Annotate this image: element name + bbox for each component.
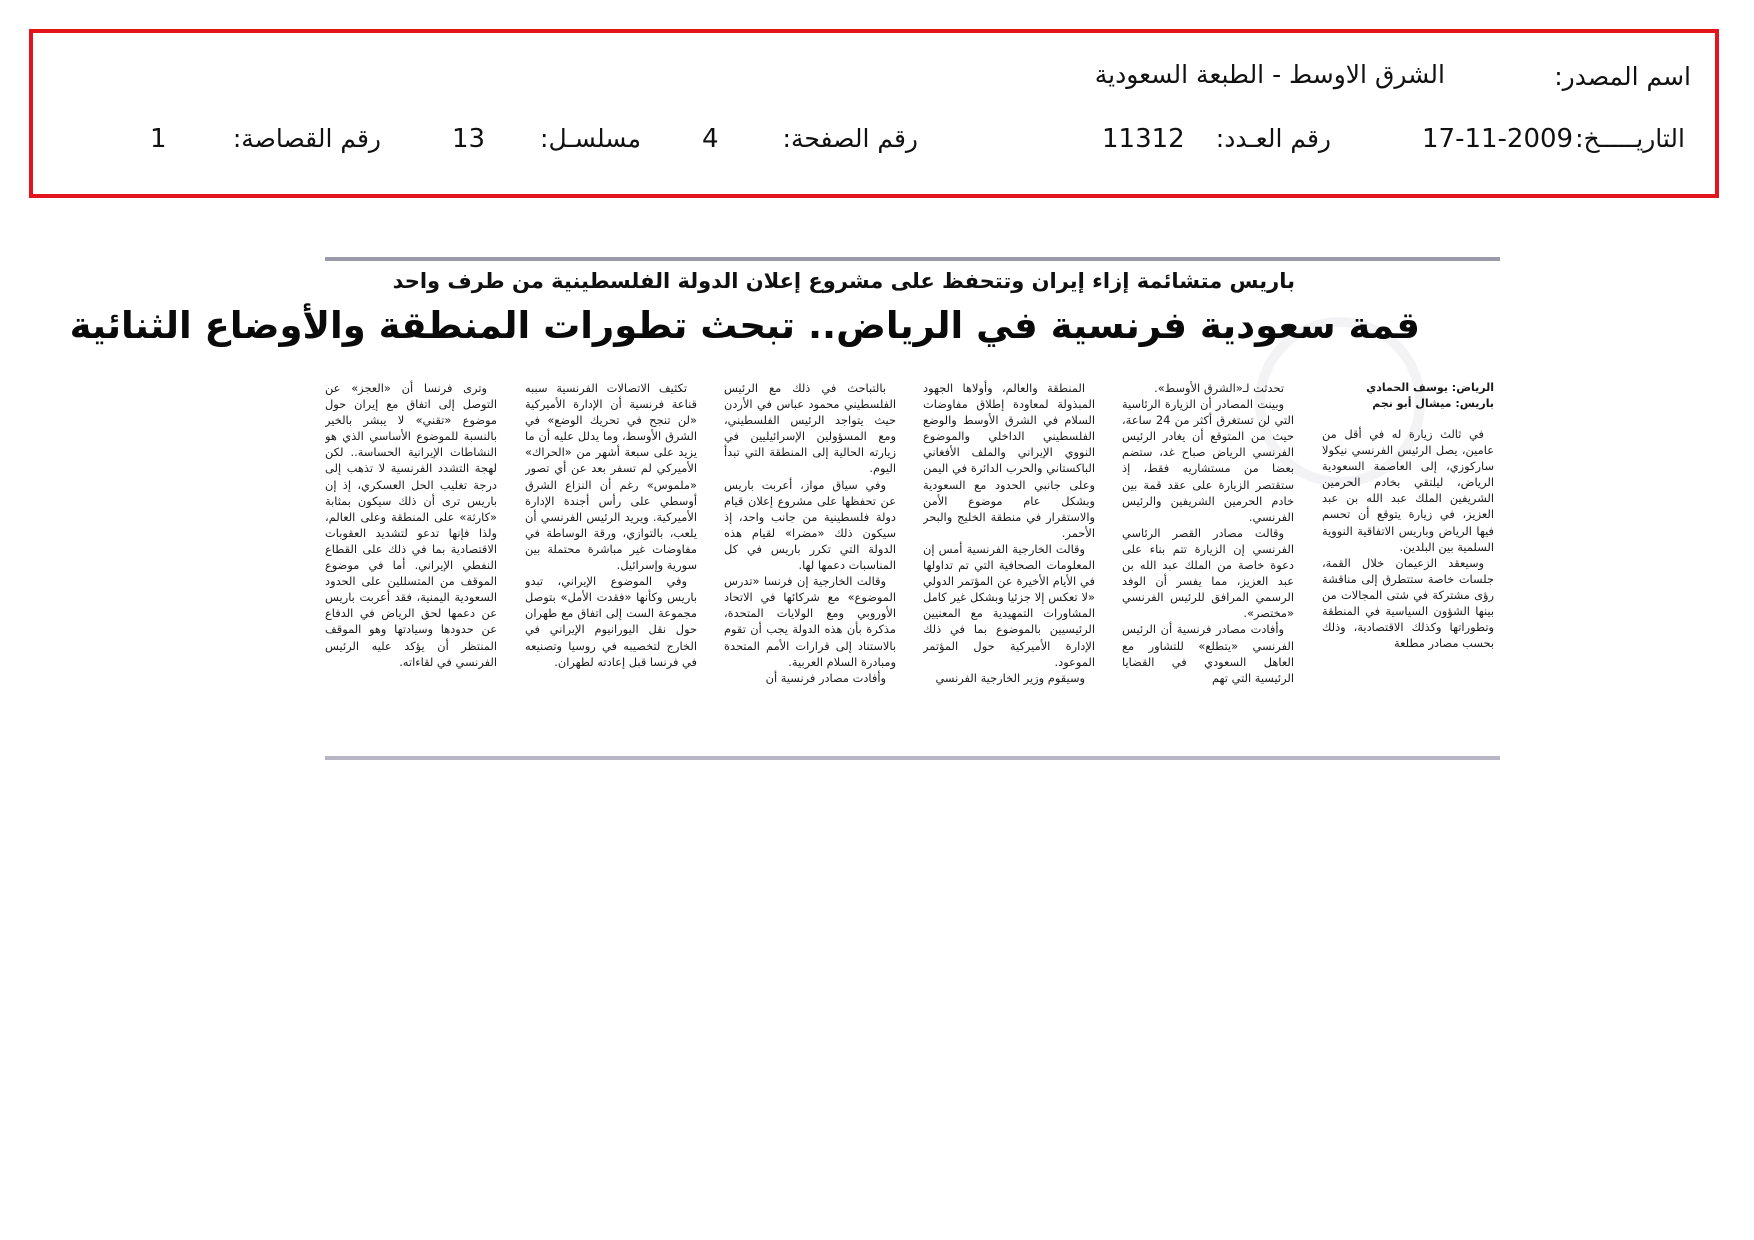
paragraph: تحدثت لـ«الشرق الأوسط». (1154, 381, 1284, 395)
article-column-3 (923, 380, 1095, 742)
article-byline (1322, 380, 1494, 412)
byline-riyadh: الرياض: يوسف الحمادي (1366, 381, 1494, 394)
paragraph: المنطقة والعالم، وأولاها الجهود المبذولة لمعاودة إطلاق مفاوضات السلام في الشرق الأوسط والوضع الفلسطيني الداخلي والموضوع النووي الإيراني والملف الأفغاني الباكستاني والحرب الدائرة في اليمن وعلى جانبي الحدود مع السعودية وبشكل عام موضوع الأمن والاستقرار في منطقة الخليج والبحر الأحمر. (923, 381, 1095, 540)
article-body (325, 380, 1500, 742)
bottom-rule (325, 756, 1500, 760)
article-headline: قمة سعودية فرنسية في الرياض.. تبحث تطورات المنطقة والأوضاع الثنائية (69, 304, 1420, 347)
paragraph: وبينت المصادر أن الزيارة الرئاسية التي لن تستغرق أكثر من 24 ساعة، حيث من المتوقع أن يغادر الرئيس الفرنسي الرياض صباح غد، ستضم بعضا من مستشاريه فقط، إذ ستقتصر الزيارة على عقد قمة بين خادم الحرمين الشريفين والرئيس الفرنسي. (1122, 397, 1294, 524)
source-label: اسم المصدر: (1554, 62, 1691, 91)
article-column-1 (1322, 380, 1494, 742)
article-column-6 (325, 380, 497, 742)
article-column-2 (1122, 380, 1294, 742)
paragraph: وفي سياق مواز، أعربت باريس عن تحفظها على مشروع إعلان قيام دولة فلسطينية من جانب واحد، إذ سيكون ذلك «مضرا» لقيام هذه الدولة التي تكرر باريس في كل المناسبات دعمها لها. (724, 477, 896, 573)
page-value: 4 (702, 124, 719, 154)
article-kicker: باريس متشائمة إزاء إيران وتتحفظ على مشروع إعلان الدولة الفلسطينية من طرف واحد (392, 269, 1295, 293)
paragraph: وأفادت مصادر فرنسية أن (765, 670, 886, 685)
serial-label: مسلسـل: (540, 124, 641, 153)
serial-value: 13 (452, 124, 486, 154)
paragraph: وسيقوم وزير الخارجية الفرنسي (935, 670, 1085, 685)
paragraph: وفي الموضوع الإيراني، تبدو باريس وكأنها «فقدت الأمل» بتوصل مجموعة الست إلى اتفاق مع طهران حول نقل اليورانيوم الإيراني في الخارج لتخصيبه في روسيا وتصنيعه في فرنسا قبل إعادته لطهران. (525, 574, 697, 669)
paragraph: تكثيف الاتصالات الفرنسية سببه قناعة فرنسية أن الإدارة الأميركية «لن تنجح في تحريك الوضع» في الشرق الأوسط، وما يدلل عليه أن ما يزيد على سبعة أشهر من «الحراك» الأميركي لم تسفر بعد عن أي تصور «ملموس» رغم أن النزاع الشرق أوسطي على رأس أجندة الإدارة الأميركية. ويريد الرئيس الفرنسي أن يلعب، بالتوازي، ورقة الوساطة في مفاوضات غير مباشرة محتملة بين سورية وإسرائيل. (525, 381, 697, 573)
paragraph: وقالت الخارجية إن فرنسا «تدرس الموضوع» مع شركائها في الاتحاد الأوروبي ومع الولايات المتحدة، مذكرة بأن هذه الدولة يجب أن تقوم بالاستناد إلى قرارات الأمم المتحدة ومبادرة السلام العربية. (724, 574, 896, 669)
paragraph: وقالت الخارجية الفرنسية أمس إن المعلومات الصحافية التي تم تداولها في الأيام الأخيرة عن المؤتمر الدولي «لا تعكس إلا جزئيا وبشكل غير كامل المشاورات التمهيدية مع المعنيين الرئيسيين بالموضوع بما في ذلك الإدارة الأميركية حول المؤتمر الموعود. (923, 541, 1095, 669)
top-rule (325, 257, 1500, 261)
paragraph: وترى فرنسا أن «العجز» عن التوصل إلى اتفاق مع إيران حول موضوع «تقني» لا يبشر بالخير بالنسبة للموضوع الأساسي الذي هو النشاطات الإيرانية الحساسة.. لكن لهجة التشدد الفرنسية لا تذهب إلى درجة تغليب الحل العسكري، إذ إن باريس ترى أن ذلك سيكون بمثابة «كارثة» على المنطقة وعلى العالم، ولذا فإنها تدعو لتشديد العقوبات الاقتصادية بما في ذلك على القطاع النفطي الإيراني. أما في موضوع الموقف من المتسللين على الحدود السعودية اليمنية، فقد أعربت باريس عن دعمها لحق الرياض في الدفاع عن حدودها وسيادتها وهو الموقف المنتظر أن يؤكد عليه الرئيس الفرنسي في لقاءاته. (325, 381, 497, 669)
paragraph: في ثالث زيارة له في أقل من عامين، يصل الرئيس الفرنسي نيكولا ساركوزي، إلى العاصمة السعودية الرياض، ليلتقي بخادم الحرمين الشريفين الملك عبد الله بن عبد العزيز، في زيارة يتوقع أن تحسم فيها الرياض وباريس الاتفاقية النووية السلمية بين البلدين. (1322, 427, 1494, 554)
paragraph: وقالت مصادر القصر الرئاسي الفرنسي إن الزيارة تتم بناء على دعوة خاصة من الملك عبد الله بن عبد العزيز، مما يفسر أن الوفد الرسمي المرافق للرئيس الفرنسي «مختصر». (1122, 525, 1294, 621)
clip-number-label: رقم القصاصة: (232, 124, 381, 153)
page-label: رقم الصفحة: (782, 124, 918, 153)
issue-value: 11312 (1102, 124, 1185, 154)
article-column-5 (525, 380, 697, 742)
issue-label: رقم العـدد: (1215, 124, 1331, 153)
source-value: الشرق الاوسط - الطبعة السعودية (1094, 60, 1445, 89)
byline-paris: باريس: ميشال أبو نجم (1372, 397, 1494, 410)
paragraph: وأفادت مصادر فرنسية أن الرئيس الفرنسي «يتطلع» للتشاور مع العاهل السعودي في القضايا الرئيسية التي تهم (1122, 622, 1294, 685)
newspaper-clipping (69, 257, 1500, 760)
paragraph: وسيعقد الزعيمان خلال القمة، جلسات خاصة ستتطرق إلى مناقشة رؤى مشتركة في شتى المجالات من بينها الشؤون السياسية في المنطقة وتطوراتها وكذلك الاقتصادية، وذلك بحسب مصادر مطلعة (1322, 555, 1494, 651)
article-column-4 (724, 380, 896, 742)
clip-number-value: 1 (150, 124, 167, 154)
date-label: التاريـــــخ: (1575, 124, 1685, 153)
paragraph: بالتباحث في ذلك مع الرئيس الفلسطيني محمود عباس في الأردن حيث يتواجد الرئيس الفلسطيني، ومع المسؤولين الإسرائيليين في زيارته الحالية إلى المنطقة التي تبدأ اليوم. (724, 381, 896, 476)
source-info-box (29, 29, 1719, 198)
date-value: 17-11-2009 (1422, 124, 1574, 154)
